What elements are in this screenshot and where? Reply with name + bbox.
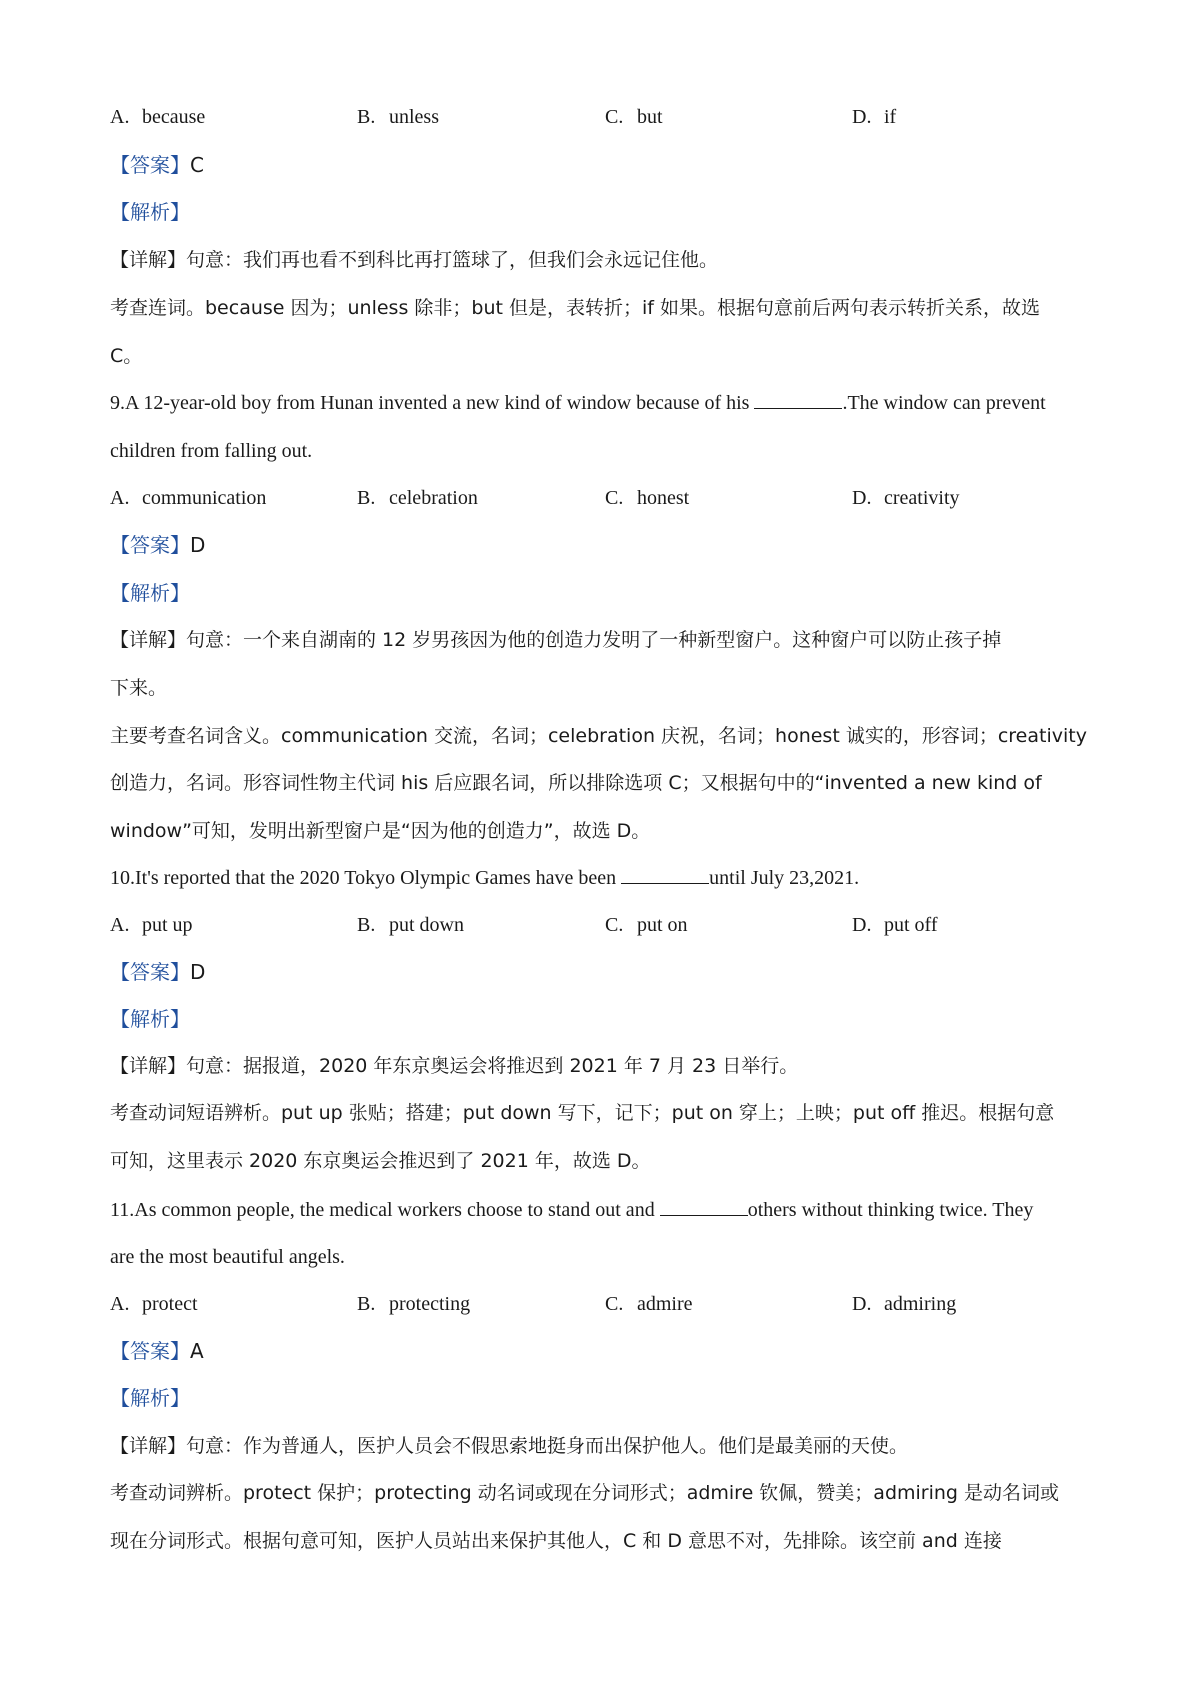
q10-blank: [621, 865, 709, 884]
q9-option-a: A. communication: [110, 487, 267, 509]
q11-option-c: C. admire: [605, 1293, 693, 1315]
q8-option-d: D. if: [852, 106, 897, 128]
q9-explain-line-3: window”可知，发明出新型窗户是“因为他的创造力”，故选 D。: [110, 820, 651, 842]
q11-detail: 【详解】句意：作为普通人，医护人员会不假思索地挺身而出保护他人。他们是最美丽的天使。: [110, 1435, 909, 1457]
q8-explain-line-1: 考查连词。because 因为；unless 除非；but 但是，表转折；if 如果。根据句意前后两句表示转折关系，故选: [110, 297, 1041, 319]
q10-option-b: B. put down: [357, 914, 464, 936]
q11-analysis-label: 【解析】: [110, 1386, 190, 1410]
q10-option-a: A. put up: [110, 914, 193, 936]
q11-blank: [660, 1197, 748, 1216]
q10-explain-line-1: 考查动词短语辨析。put up 张贴；搭建；put down 写下，记下；put on 穿上；上映；put off 推迟。根据句意: [110, 1102, 1055, 1124]
q10-option-d: D. put off: [852, 914, 938, 936]
q8-detail: 【详解】句意：我们再也看不到科比再打篮球了，但我们会永远记住他。: [110, 249, 719, 271]
q11-stem-line-1: 11.As common people, the medical workers choose to stand out and others without thinking twice. They: [110, 1199, 1034, 1221]
q9-blank: [754, 390, 842, 409]
q10-detail: 【详解】句意：据报道，2020 年东京奥运会将推迟到 2021 年 7 月 23 日举行。: [110, 1055, 799, 1077]
q11-explain-line-1: 考查动词辨析。protect 保护；protecting 动名词或现在分词形式；admire 钦佩，赞美；admiring 是动名词或: [110, 1482, 1060, 1504]
q9-option-b: B. celebration: [357, 487, 478, 509]
q9-detail-line-1: 【详解】句意：一个来自湖南的 12 岁男孩因为他的创造力发明了一种新型窗户。这种窗户可以防止孩子掉: [110, 629, 1002, 651]
q8-option-c: C. but: [605, 106, 663, 128]
q8-option-a: A. because: [110, 106, 206, 128]
q9-analysis-label: 【解析】: [110, 581, 190, 605]
q9-stem-line-2: children from falling out.: [110, 440, 313, 462]
q8-answer: 【答案】C: [110, 153, 204, 177]
q11-answer: 【答案】A: [110, 1339, 204, 1363]
q10-analysis-label: 【解析】: [110, 1007, 190, 1031]
q9-option-c: C. honest: [605, 487, 690, 509]
q11-option-a: A. protect: [110, 1293, 198, 1315]
q11-stem-line-2: are the most beautiful angels.: [110, 1246, 345, 1268]
q8-analysis-label: 【解析】: [110, 200, 190, 224]
q11-option-b: B. protecting: [357, 1293, 471, 1315]
q8-option-b: B. unless: [357, 106, 439, 128]
q8-explain-line-2: C。: [110, 345, 143, 367]
q10-answer: 【答案】D: [110, 960, 206, 984]
q9-option-d: D. creativity: [852, 487, 960, 509]
q11-explain-line-2: 现在分词形式。根据句意可知，医护人员站出来保护其他人，C 和 D 意思不对，先排除。该空前 and 连接: [110, 1530, 1002, 1552]
q10-explain-line-2: 可知，这里表示 2020 东京奥运会推迟到了 2021 年，故选 D。: [110, 1150, 651, 1172]
q10-stem: 10.It's reported that the 2020 Tokyo Olympic Games have been until July 23,2021.: [110, 867, 860, 889]
q9-stem-line-1: 9.A 12-year-old boy from Hunan invented a new kind of window because of his .The window can prevent: [110, 392, 1046, 414]
q9-detail-line-2: 下来。: [110, 677, 168, 699]
q11-option-d: D. admiring: [852, 1293, 957, 1315]
q9-explain-line-1: 主要考查名词含义。communication 交流，名词；celebration 庆祝，名词；honest 诚实的，形容词；creativity: [110, 725, 1087, 747]
q9-explain-line-2: 创造力，名词。形容词性物主代词 his 后应跟名词，所以排除选项 C；又根据句中的“invented a new kind of: [110, 772, 1042, 794]
q9-answer: 【答案】D: [110, 533, 206, 557]
q10-option-c: C. put on: [605, 914, 688, 936]
